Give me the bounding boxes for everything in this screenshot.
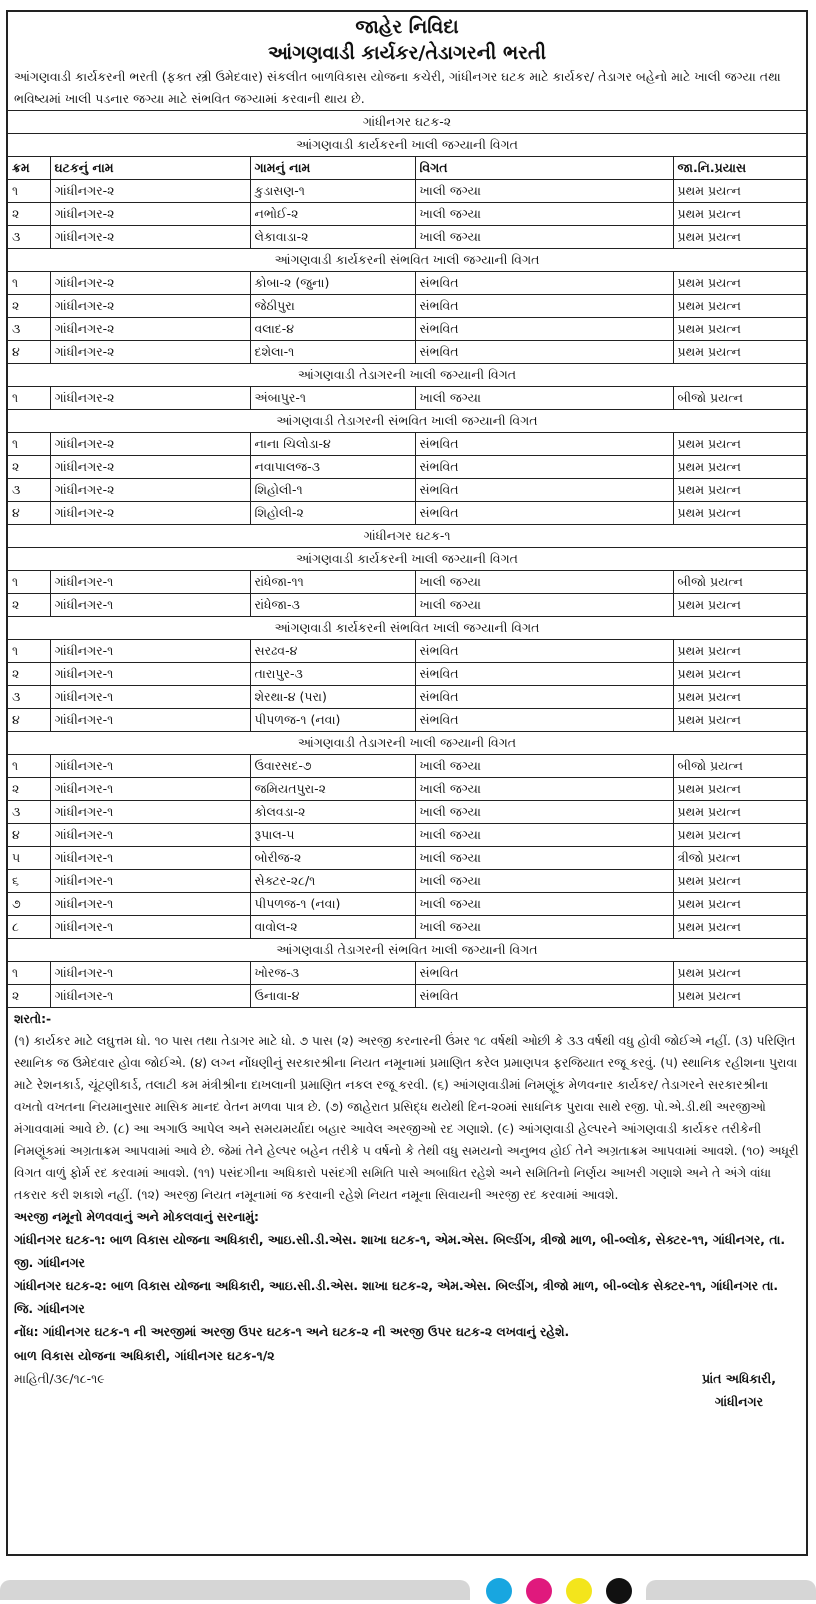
village-name-cell: પીપળજ-૧ (નવા) <box>250 709 415 732</box>
ghatak-name-cell: ગાંધીનગર-૧ <box>50 801 250 824</box>
serial-cell: ૧ <box>8 571 50 594</box>
ghatak-name-cell: ગાંધીનગર-૨ <box>50 479 250 502</box>
attempt-cell: પ્રથમ પ્રયત્ન <box>673 870 806 893</box>
village-name-cell: ઉનાવા-૪ <box>250 985 415 1008</box>
attempt-cell: પ્રથમ પ્રયત્ન <box>673 663 806 686</box>
column-header: વિગત <box>415 157 673 180</box>
ghatak-name-cell: ગાંધીનગર-૧ <box>50 962 250 985</box>
section-heading-text: આંગણવાડી કાર્યકરની ખાલી જગ્યાની વિગત <box>8 548 806 571</box>
ghatak-name-cell: ગાંધીનગર-૧ <box>50 778 250 801</box>
serial-cell: ૩ <box>8 801 50 824</box>
attempt-cell: પ્રથમ પ્રયત્ન <box>673 801 806 824</box>
section-heading-text: ગાંધીનગર ઘટક-૧ <box>8 525 806 548</box>
issuing-officer: બાળ વિકાસ યોજના અધિકારી, ગાંધીનગર ઘટક-૧/૨ <box>14 1348 275 1363</box>
village-name-cell: ઉવારસદ-૭ <box>250 755 415 778</box>
serial-cell: ૮ <box>8 916 50 939</box>
attempt-cell: પ્રથમ પ્રયત્ન <box>673 295 806 318</box>
ghatak-name-cell: ગાંધીનગર-૧ <box>50 663 250 686</box>
village-name-cell: કુડાસણ-૧ <box>250 180 415 203</box>
section-heading-text: આંગણવાડી કાર્યકરની ખાલી જગ્યાની વિગત <box>8 134 806 157</box>
serial-cell: ૧ <box>8 755 50 778</box>
serial-cell: ૩ <box>8 479 50 502</box>
table-section-heading <box>8 410 806 433</box>
attempt-cell: પ્રથમ પ્રયત્ન <box>673 916 806 939</box>
table-row <box>8 686 806 709</box>
table-row <box>8 272 806 295</box>
table-row <box>8 709 806 732</box>
column-header: જા.નિ.પ્રયાસ <box>673 157 806 180</box>
table-row <box>8 456 806 479</box>
table-row <box>8 824 806 847</box>
ghatak-name-cell: ગાંધીનગર-૧ <box>50 893 250 916</box>
attempt-cell: પ્રથમ પ્રયત્ન <box>673 341 806 364</box>
serial-cell: ૩ <box>8 318 50 341</box>
section-heading-text: આંગણવાડી તેડાગરની ખાલી જગ્યાની વિગત <box>8 364 806 387</box>
village-name-cell: રાંધેજા-૩ <box>250 594 415 617</box>
ghatak-name-cell: ગાંધીનગર-૧ <box>50 594 250 617</box>
ghatak-name-cell: ગાંધીનગર-૧ <box>50 824 250 847</box>
ghatak-name-cell: ગાંધીનગર-૨ <box>50 387 250 410</box>
table-row <box>8 985 806 1008</box>
detail-cell: સંભવિત <box>415 272 673 295</box>
detail-cell: સંભવિત <box>415 433 673 456</box>
ghatak-name-cell: ગાંધીનગર-૨ <box>50 226 250 249</box>
detail-cell: સંભવિત <box>415 502 673 525</box>
detail-cell: ખાલી જગ્યા <box>415 226 673 249</box>
table-row <box>8 387 806 410</box>
attempt-cell: પ્રથમ પ્રયત્ન <box>673 180 806 203</box>
detail-cell: ખાલી જગ્યા <box>415 893 673 916</box>
ghatak-name-cell: ગાંધીનગર-૧ <box>50 755 250 778</box>
detail-cell: સંભવિત <box>415 295 673 318</box>
table-row <box>8 847 806 870</box>
attempt-cell: પ્રથમ પ્રયત્ન <box>673 778 806 801</box>
table-section-heading <box>8 249 806 272</box>
ghatak-name-cell: ગાંધીનગર-૨ <box>50 318 250 341</box>
table-row <box>8 341 806 364</box>
detail-cell: સંભવિત <box>415 985 673 1008</box>
serial-cell: ૬ <box>8 870 50 893</box>
attempt-cell: પ્રથમ પ્રયત્ન <box>673 985 806 1008</box>
village-name-cell: શેરથા-૪ (પરા) <box>250 686 415 709</box>
village-name-cell: દશેલા-૧ <box>250 341 415 364</box>
table-row <box>8 571 806 594</box>
detail-cell: સંભવિત <box>415 318 673 341</box>
village-name-cell: સરઢવ-૪ <box>250 640 415 663</box>
cyan-mark <box>486 1578 512 1604</box>
notice-title: જાહેર નિવિદા <box>355 16 459 38</box>
village-name-cell: સેક્ટર-૨૮/૧ <box>250 870 415 893</box>
village-name-cell: પીપળજ-૧ (નવા) <box>250 893 415 916</box>
detail-cell: ખાલી જગ્યા <box>415 387 673 410</box>
detail-cell: ખાલી જગ્યા <box>415 870 673 893</box>
gray-bar-right <box>646 1580 816 1600</box>
village-name-cell: ખોરજ-૩ <box>250 962 415 985</box>
notice-intro: આંગણવાડી કાર્યકરની ભરતી (ફક્ત સ્ત્રી ઉમેદવાર) સંકલીત બાળવિકાસ યોજના કચેરી, ગાંધીનગર ઘટક માટે કાર્યકર/ તેડાગર બહેનો માટે ખાલી જગ્યા તથા ભવિષ્યમાં ખાલી પડનાર જગ્યા માટે સંભવિત જગ્યામાં કરવાની થાય છે. <box>14 69 781 106</box>
attempt-cell: પ્રથમ પ્રયત્ન <box>673 594 806 617</box>
yellow-mark <box>566 1578 592 1604</box>
serial-cell: ૧ <box>8 180 50 203</box>
detail-cell: ખાલી જગ્યા <box>415 594 673 617</box>
section-heading-text: આંગણવાડી કાર્યકરની સંભવિત ખાલી જગ્યાની વિગત <box>8 249 806 272</box>
table-row <box>8 180 806 203</box>
black-mark <box>606 1578 632 1604</box>
village-name-cell: કોબા-૨ (જુના) <box>250 272 415 295</box>
serial-cell: ૧ <box>8 272 50 295</box>
detail-cell: ખાલી જગ્યા <box>415 801 673 824</box>
attempt-cell: પ્રથમ પ્રયત્ન <box>673 640 806 663</box>
table-row <box>8 203 806 226</box>
village-name-cell: શિહોલી-૨ <box>250 502 415 525</box>
ghatak-name-cell: ગાંધીનગર-૧ <box>50 847 250 870</box>
village-name-cell: નવાપાલજ-૩ <box>250 456 415 479</box>
attempt-cell: પ્રથમ પ્રયત્ન <box>673 479 806 502</box>
table-row <box>8 502 806 525</box>
attempt-cell: બીજો પ્રયત્ન <box>673 755 806 778</box>
address-note: નોંધ: ગાંધીનગર ઘટક-૧ ની અરજીમાં અરજી ઉપર ઘટક-૧ અને ઘટક-૨ ની અરજી ઉપર ઘટક-૨ લખવાનું રહેશે. <box>14 1325 570 1339</box>
section-heading-text: આંગણવાડી તેડાગરની ખાલી જગ્યાની વિગત <box>8 732 806 755</box>
address-heading: અરજી નમૂનો મેળવવાનું અને મોકલવાનું સરનામું: <box>14 1210 259 1224</box>
ghatak-name-cell: ગાંધીનગર-૨ <box>50 180 250 203</box>
table-row <box>8 778 806 801</box>
address-ghatak-2: ગાંધીનગર ઘટક-૨: બાળ વિકાસ યોજના અધિકારી, આઇ.સી.ડી.એસ. શાખા ઘટક-૨, એમ.એસ. બિલ્ડીંગ, ત્રીજો માળ, બી-બ્લોક સેક્ટર-૧૧, ગાંધીનગર તા. જિ. ગાંધીનગર <box>14 1279 779 1316</box>
serial-cell: ૩ <box>8 686 50 709</box>
detail-cell: સંભવિત <box>415 709 673 732</box>
table-section-heading <box>8 732 806 755</box>
village-name-cell: રૂપાલ-૫ <box>250 824 415 847</box>
serial-cell: ૨ <box>8 778 50 801</box>
section-heading-text: આંગણવાડી કાર્યકરની સંભવિત ખાલી જગ્યાની વિગત <box>8 617 806 640</box>
attempt-cell: પ્રથમ પ્રયત્ન <box>673 203 806 226</box>
table-section-heading <box>8 548 806 571</box>
table-row <box>8 594 806 617</box>
ghatak-name-cell: ગાંધીનગર-૧ <box>50 870 250 893</box>
table-row <box>8 893 806 916</box>
attempt-cell: પ્રથમ પ્રયત્ન <box>673 686 806 709</box>
attempt-cell: પ્રથમ પ્રયત્ન <box>673 962 806 985</box>
footer-left <box>14 1344 275 1390</box>
column-header: ગામનું નામ <box>250 157 415 180</box>
terms-block <box>8 1008 806 1206</box>
table-row <box>8 870 806 893</box>
serial-cell: ૫ <box>8 847 50 870</box>
table-row <box>8 479 806 502</box>
village-name-cell: જમિયતપુરા-૨ <box>250 778 415 801</box>
table-row <box>8 916 806 939</box>
attempt-cell: પ્રથમ પ્રયત્ન <box>673 893 806 916</box>
address-ghatak-1: ગાંધીનગર ઘટક-૧: બાળ વિકાસ યોજના અધિકારી, આઇ.સી.ડી.એસ. શાખા ઘટક-૧, એમ.એસ. બિલ્ડીંગ, ત્રીજો માળ, બી-બ્લોક, સેક્ટર-૧૧, ગાંધીનગર, તા. જી. ગાંધીનગર <box>14 1233 786 1270</box>
serial-cell: ૪ <box>8 824 50 847</box>
signatory-place: ગાંધીનગર <box>714 1394 764 1409</box>
table-section-heading <box>8 364 806 387</box>
table-row <box>8 318 806 341</box>
ghatak-name-cell: ગાંધીનગર-૨ <box>50 433 250 456</box>
serial-cell: ૧ <box>8 387 50 410</box>
table-section-heading <box>8 617 806 640</box>
detail-cell: સંભવિત <box>415 456 673 479</box>
serial-cell: ૨ <box>8 594 50 617</box>
attempt-cell: પ્રથમ પ્રયત્ન <box>673 226 806 249</box>
column-header: ક્રમ <box>8 157 50 180</box>
section-heading-text: આંગણવાડી તેડાગરની સંભવિત ખાલી જગ્યાની વિગત <box>8 410 806 433</box>
vacancy-table <box>8 110 806 1008</box>
column-header: ઘટકનું નામ <box>50 157 250 180</box>
village-name-cell: નભોઈ-૨ <box>250 203 415 226</box>
attempt-cell: પ્રથમ પ્રયત્ન <box>673 272 806 295</box>
village-name-cell: બોરીજ-૨ <box>250 847 415 870</box>
ghatak-name-cell: ગાંધીનગર-૨ <box>50 456 250 479</box>
table-row <box>8 663 806 686</box>
reference-number: માહિતી/૩૯/૧૮-૧૯ <box>14 1371 105 1386</box>
table-section-heading <box>8 525 806 548</box>
attempt-cell: પ્રથમ પ્રયત્ન <box>673 502 806 525</box>
serial-cell: ૧ <box>8 433 50 456</box>
vacancy-table-body <box>8 111 806 1008</box>
serial-cell: ૩ <box>8 226 50 249</box>
ghatak-name-cell: ગાંધીનગર-૧ <box>50 686 250 709</box>
ghatak-name-cell: ગાંધીનગર-૧ <box>50 571 250 594</box>
ghatak-name-cell: ગાંધીનગર-૧ <box>50 916 250 939</box>
ghatak-name-cell: ગાંધીનગર-૧ <box>50 985 250 1008</box>
detail-cell: ખાલી જગ્યા <box>415 203 673 226</box>
village-name-cell: શિહોલી-૧ <box>250 479 415 502</box>
attempt-cell: પ્રથમ પ્રયત્ન <box>673 709 806 732</box>
serial-cell: ૨ <box>8 456 50 479</box>
attempt-cell: બીજો પ્રયત્ન <box>673 571 806 594</box>
detail-cell: ખાલી જગ્યા <box>415 571 673 594</box>
detail-cell: ખાલી જગ્યા <box>415 916 673 939</box>
gray-bar-left <box>0 1580 470 1600</box>
table-row <box>8 962 806 985</box>
village-name-cell: રાંધેજા-૧૧ <box>250 571 415 594</box>
attempt-cell: પ્રથમ પ્રયત્ન <box>673 318 806 341</box>
serial-cell: ૨ <box>8 663 50 686</box>
detail-cell: સંભવિત <box>415 640 673 663</box>
serial-cell: ૨ <box>8 985 50 1008</box>
ghatak-name-cell: ગાંધીનગર-૨ <box>50 502 250 525</box>
address-block <box>8 1206 806 1344</box>
serial-cell: ૭ <box>8 893 50 916</box>
detail-cell: સંભવિત <box>415 341 673 364</box>
table-row <box>8 433 806 456</box>
ghatak-name-cell: ગાંધીનગર-૧ <box>50 709 250 732</box>
attempt-cell: પ્રથમ પ્રયત્ન <box>673 824 806 847</box>
village-name-cell: અંબાપુર-૧ <box>250 387 415 410</box>
detail-cell: ખાલી જગ્યા <box>415 824 673 847</box>
detail-cell: સંભવિત <box>415 479 673 502</box>
ghatak-name-cell: ગાંધીનગર-૨ <box>50 341 250 364</box>
attempt-cell: પ્રથમ પ્રયત્ન <box>673 433 806 456</box>
table-section-heading <box>8 939 806 962</box>
table-row <box>8 226 806 249</box>
terms-title: શરતો:- <box>14 1012 52 1026</box>
serial-cell: ૪ <box>8 341 50 364</box>
village-name-cell: વાવોલ-૨ <box>250 916 415 939</box>
detail-cell: ખાલી જગ્યા <box>415 180 673 203</box>
village-name-cell: તારાપુર-૩ <box>250 663 415 686</box>
detail-cell: સંભવિત <box>415 962 673 985</box>
village-name-cell: જેઠીપુરા <box>250 295 415 318</box>
table-row <box>8 295 806 318</box>
ghatak-name-cell: ગાંધીનગર-૨ <box>50 272 250 295</box>
serial-cell: ૧ <box>8 640 50 663</box>
attempt-cell: બીજો પ્રયત્ન <box>673 387 806 410</box>
ghatak-name-cell: ગાંધીનગર-૨ <box>50 203 250 226</box>
serial-cell: ૨ <box>8 295 50 318</box>
notice-subtitle: આંગણવાડી કાર્યકર/તેડાગરની ભરતી <box>267 42 547 64</box>
ghatak-name-cell: ગાંધીનગર-૨ <box>50 295 250 318</box>
serial-cell: ૧ <box>8 962 50 985</box>
print-color-strip <box>0 1572 816 1600</box>
magenta-mark <box>526 1578 552 1604</box>
section-heading-text: આંગણવાડી તેડાગરની સંભવિત ખાલી જગ્યાની વિગત <box>8 939 806 962</box>
village-name-cell: વલાદ-૪ <box>250 318 415 341</box>
serial-cell: ૨ <box>8 203 50 226</box>
signatory <box>702 1367 776 1413</box>
serial-cell: ૪ <box>8 502 50 525</box>
detail-cell: સંભવિત <box>415 686 673 709</box>
table-row <box>8 801 806 824</box>
table-row <box>8 640 806 663</box>
table-row <box>8 755 806 778</box>
notice-footer <box>8 1344 806 1409</box>
village-name-cell: નાના ચિલોડા-૪ <box>250 433 415 456</box>
terms-body: (૧) કાર્યકર માટે લઘુત્તમ ધો. ૧૦ પાસ તથા તેડાગર માટે ધો. ૭ પાસ (૨) અરજી કરનારની ઉંમર ૧૮ વર્ષથી ઓછી કે ૩૩ વર્ષથી વધુ હોવી જોઈએ નહીં. (૩) પરિણિત સ્થાનિક જ ઉમેદવાર હોવા જોઈએ. (૪) લગ્ન નોંધણીનું સરકારશ્રીના નિયત નમૂનામાં પ્રમાણિત કરેલ પ્રમાણપત્ર ફરજિયાત રજૂ કરવું. (૫) સ્થાનિક રહીશના પુરાવા માટે રેશનકાર્ડ, ચૂંટણીકાર્ડ, તલાટી કમ મંત્રીશ્રીના દાખલાની પ્રમાણિત નકલ રજૂ કરવી. (૬) આંગણવાડીમાં નિમણૂંક મેળવનાર કાર્યકર/ તેડાગરને સરકારશ્રીના વખતો વખતના નિયમાનુસાર માસિક માનદ વેતન મળવા પાત્ર છે. (૭) જાહેરાત પ્રસિદ્ધ થયેથી દિન-૨૦માં સાધનિક પુરાવા સાથે રજી. પો.એ.ડી.થી અરજીઓ મંગાવવામાં આવે છે. (૮) આ અગાઉ આપેલ અને સમયમર્યાદા બહાર આવેલ અરજીઓ રદ ગણાશે. (૯) આંગણવાડી હેલ્પરને આંગણવાડી કાર્યકર તરીકેની નિમણૂંકમાં અગ્રતાક્રમ આપવામાં આવે છે. જેમાં તેને હેલ્પર બહેન તરીકે ૫ વર્ષનો કે તેથી વધુ સમયનો અનુભવ હોઈ તેને અગ્રતાક્રમ આપવામાં આવશે. (૧૦) અધૂરી વિગત વાળું ફોર્મ રદ કરવામાં આવશે. (૧૧) પસંદગીના અધિકારો પસંદગી સમિતિ પાસે અબાધિત રહેશે અને સમિતિનો નિર્ણય આખરી ગણાશે અને તે અંગે વાંધા તકરાર કરી શકાશે નહીં. (૧૨) અરજી નિયત નમૂનામાં જ કરવાની રહેશે નિયત નમૂના સિવાયની અરજી રદ કરવામાં આવશે. <box>14 1034 799 1202</box>
village-name-cell: કોલવડા-૨ <box>250 801 415 824</box>
attempt-cell: ત્રીજો પ્રયત્ન <box>673 847 806 870</box>
detail-cell: ખાલી જગ્યા <box>415 755 673 778</box>
ghatak-name-cell: ગાંધીનગર-૧ <box>50 640 250 663</box>
serial-cell: ૪ <box>8 709 50 732</box>
tender-notice <box>6 10 808 1556</box>
attempt-cell: પ્રથમ પ્રયત્ન <box>673 456 806 479</box>
table-section-heading <box>8 111 806 134</box>
detail-cell: ખાલી જગ્યા <box>415 778 673 801</box>
village-name-cell: લેકાવાડા-૨ <box>250 226 415 249</box>
signatory-title: પ્રાંત અધિકારી, <box>701 1371 776 1386</box>
detail-cell: ખાલી જગ્યા <box>415 847 673 870</box>
table-header-row <box>8 157 806 180</box>
table-section-heading <box>8 134 806 157</box>
detail-cell: સંભવિત <box>415 663 673 686</box>
section-heading-text: ગાંધીનગર ઘટક-૨ <box>8 111 806 134</box>
